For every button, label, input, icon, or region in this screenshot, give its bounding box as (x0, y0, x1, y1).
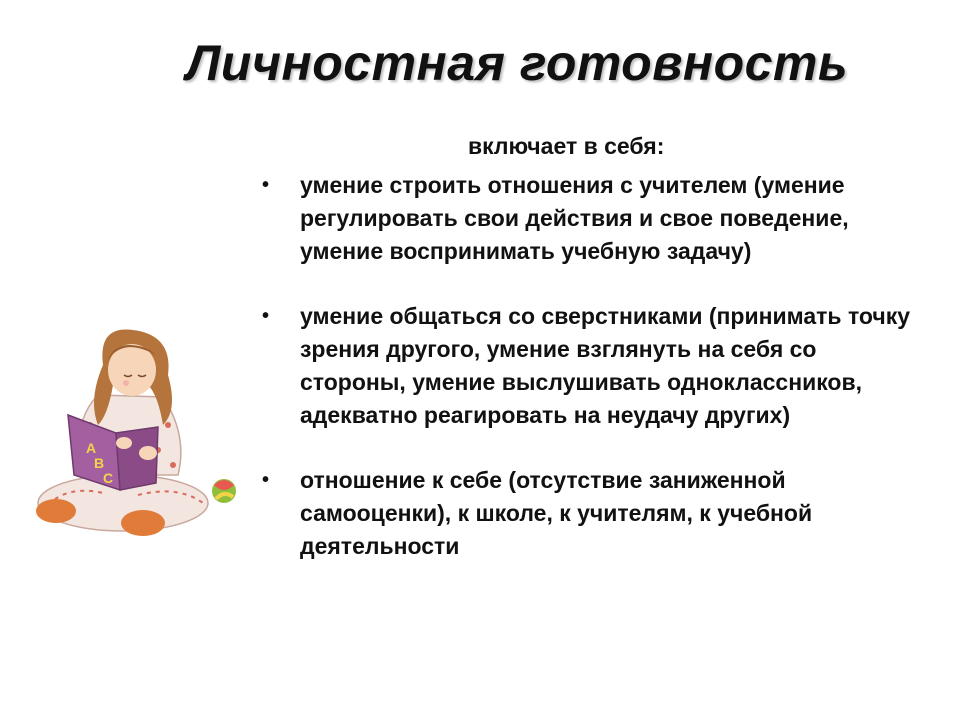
ball-icon (212, 479, 236, 503)
list-item-text: умение строить отношения с учителем (умение регулировать свои действия и свое поведение, умение воспринимать учебную задачу) (300, 172, 849, 264)
bullet-icon: • (262, 305, 270, 327)
right-sock (121, 510, 165, 536)
slide-intro: включает в себя: (468, 133, 665, 159)
bullet-icon: • (262, 469, 270, 491)
book-letter: A (86, 440, 97, 456)
girl-reading-book-icon (28, 325, 243, 545)
list-item (262, 464, 922, 563)
book-letter: C (103, 470, 114, 486)
left-sock (36, 499, 76, 523)
list-item-text: отношение к себе (отсутствие заниженной самооценки), к школе, к учителям, к учебной деятельности (300, 467, 813, 559)
bullet-list (262, 169, 922, 563)
list-item (262, 169, 922, 268)
book-letter: B (94, 455, 105, 471)
list-item (262, 300, 922, 432)
bullet-icon: • (262, 174, 270, 196)
list-item-text: умение общаться со сверстниками (принимать точку зрения другого, умение взглянуть на себя со стороны, умение выслушивать одноклассников, адекватно реагировать на неудачу других) (300, 303, 911, 428)
slide-title: Личностная готовность (186, 35, 849, 91)
